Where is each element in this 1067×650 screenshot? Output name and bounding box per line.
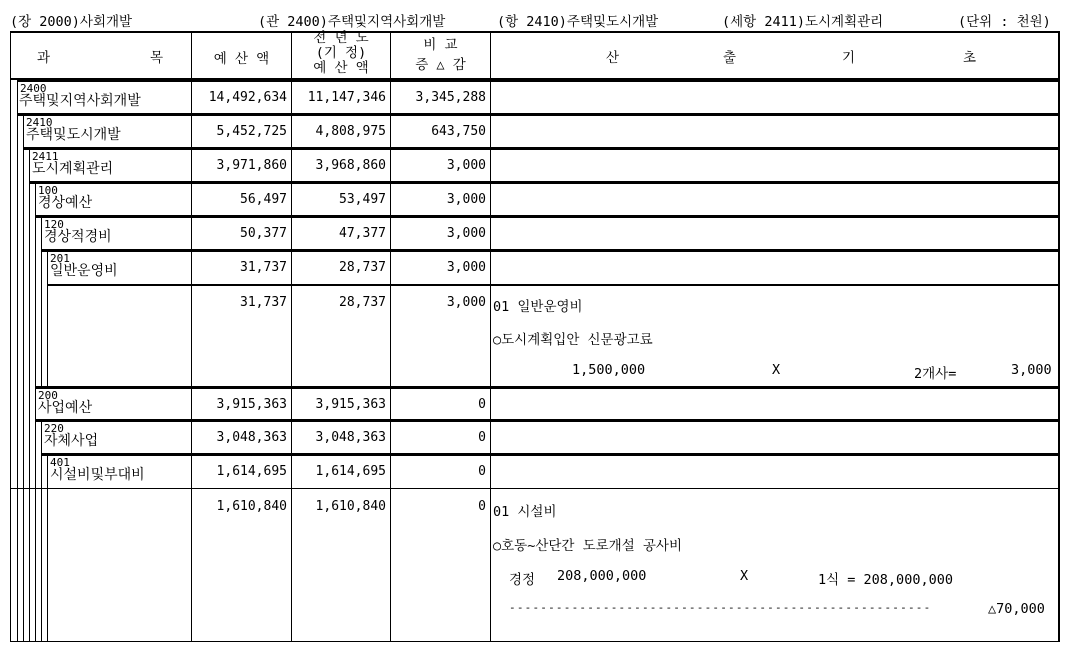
row-prev: 3,915,363 [315, 397, 386, 412]
basis-dashes: ------------------------------------------------------ [509, 601, 932, 614]
col-compare-line1: 비 교 [423, 37, 458, 53]
row-budget: 50,377 [240, 226, 287, 241]
row-diff: 3,345,288 [415, 90, 486, 105]
basis-calc: 1식 = 208,000,000 [818, 572, 953, 588]
row-name: 경상예산 [38, 195, 93, 211]
row-name: 주택및도시개발 [26, 127, 121, 143]
row-budget: 31,737 [240, 295, 287, 310]
row-budget: 14,492,634 [208, 90, 287, 105]
col-compare-line2: 증 △ 감 [415, 57, 466, 73]
basis-qty: 208,000,000 [557, 568, 647, 584]
row-name: 주택및지역사회개발 [19, 93, 141, 109]
basis-delta: △70,000 [988, 601, 1045, 617]
col-prev-header [292, 31, 390, 76]
row-code: 100 [38, 184, 58, 197]
row-prev: 53,497 [339, 192, 386, 207]
row-prev: 28,737 [339, 260, 386, 275]
row-prev: 1,610,840 [315, 499, 386, 514]
gwan-label: (관 2400)주택및지역사회개발 [258, 14, 446, 30]
basis-label: 경정 [509, 572, 536, 588]
row-budget: 1,614,695 [216, 464, 287, 479]
basis-item: ○도시계획입안 신문광고료 [493, 332, 653, 348]
row-code: 200 [38, 389, 58, 402]
row-name: 사업예산 [38, 400, 93, 416]
col-prev-line3: 예 산 액 [313, 60, 369, 76]
row-budget: 56,497 [240, 192, 287, 207]
row-code: 201 [50, 252, 70, 265]
basis-item: ○호동~산단간 도로개설 공사비 [493, 538, 683, 554]
row-budget: 3,971,860 [216, 158, 287, 173]
sehang-label: (세항 2411)도시계획관리 [722, 14, 884, 30]
col-budget-header: 예 산 액 [213, 51, 270, 67]
row-prev: 11,147,346 [307, 90, 386, 105]
basis-title: 01 시설비 [493, 504, 557, 520]
basis-times: X [740, 568, 749, 584]
row-budget: 31,737 [240, 260, 287, 275]
col-prev-line2: (기 정) [315, 45, 367, 61]
unit-label: (단위 : 천원) [958, 14, 1051, 30]
row-prev: 3,048,363 [315, 430, 386, 445]
row-diff: 0 [478, 499, 486, 514]
row-budget: 1,610,840 [216, 499, 287, 514]
row-diff: 3,000 [446, 260, 486, 275]
row-diff: 3,000 [446, 226, 486, 241]
row-prev: 28,737 [339, 295, 386, 310]
row-code: 120 [44, 218, 64, 231]
row-code: 2410 [26, 116, 53, 129]
row-prev: 1,614,695 [315, 464, 386, 479]
row-name: 시설비및부대비 [50, 467, 145, 483]
col-prev-line1: 전 년 도 [313, 30, 369, 46]
row-budget: 3,048,363 [216, 430, 287, 445]
row-name: 자체사업 [44, 433, 99, 449]
row-diff: 0 [478, 464, 486, 479]
row-code: 2411 [32, 150, 59, 163]
row-diff: 0 [478, 430, 486, 445]
row-code: 2400 [20, 82, 47, 95]
row-diff: 3,000 [446, 295, 486, 310]
row-budget: 5,452,725 [216, 124, 287, 139]
jang-label: (장 2000)사회개발 [10, 14, 133, 30]
basis-count: 2개사= [914, 366, 957, 382]
row-diff: 0 [478, 397, 486, 412]
col-compare-header [391, 35, 490, 75]
row-diff: 643,750 [431, 124, 486, 139]
row-prev: 3,968,860 [315, 158, 386, 173]
basis-times: X [772, 362, 781, 378]
row-prev: 4,808,975 [315, 124, 386, 139]
row-prev: 47,377 [339, 226, 386, 241]
basis-amount: 3,000 [1011, 362, 1052, 378]
basis-title: 01 일반운영비 [493, 299, 583, 315]
hang-label: (항 2410)주택및도시개발 [497, 14, 659, 30]
basis-qty: 1,500,000 [572, 362, 646, 378]
row-diff: 3,000 [446, 192, 486, 207]
row-code: 401 [50, 456, 70, 469]
row-name: 일반운영비 [50, 263, 118, 279]
row-diff: 3,000 [446, 158, 486, 173]
row-name: 경상적경비 [44, 229, 112, 245]
row-name: 도시계획관리 [32, 161, 114, 177]
row-code: 220 [44, 422, 64, 435]
row-budget: 3,915,363 [216, 397, 287, 412]
